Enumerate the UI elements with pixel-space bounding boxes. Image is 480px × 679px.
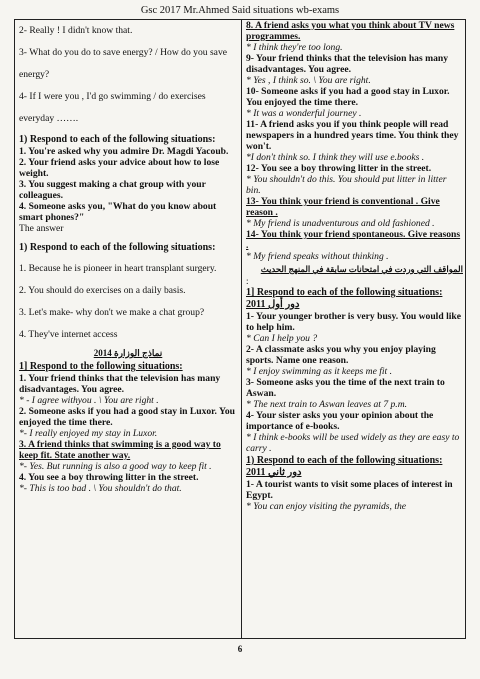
section-title: 1) Respond to each of the following situations:: [19, 242, 216, 253]
situation-item: 14- You think your friend spontaneous. Give reasons .: [246, 229, 461, 251]
situation-item: 1. You're asked why you admire Dr. Magdi Yacoub.: [19, 146, 229, 157]
situation-item: 8. A friend asks you what you think about TV news programmes.: [246, 20, 455, 42]
section-title: 1) Respond to each of the following situations:: [19, 134, 216, 145]
answer-item: 2. You should do exercises on a daily basis.: [19, 285, 186, 296]
answer-item: 3. Let's make- why don't we make a chat group?: [19, 307, 205, 318]
arabic-note: المواقف التي وردت في امتحانات سابقة في المنهج الحديث: [260, 264, 463, 274]
situation-answer: * You shouldn't do this. You should put litter in litter bin.: [246, 174, 447, 196]
situation-item: 4. Someone asks you, "What do you know about smart phones?": [19, 201, 217, 223]
section-title: 1] Respond to each of the following situations: 2011 دور أول: [246, 287, 443, 310]
arabic-heading: نماذج الوزارة 2014: [93, 348, 163, 358]
page-number: 6: [237, 644, 243, 654]
situation-item: 2. Someone asks if you had a good stay in Luxor. You enjoyed the time there.: [19, 406, 235, 428]
page-header: Gsc 2017 Mr.Ahmed Said situations wb-exams: [140, 5, 340, 16]
top-line: 4- If I were you , I'd go swimming / do exercises everyday …….: [19, 91, 206, 124]
answer-item: 4. They've internet access: [19, 329, 118, 340]
situation-item: 3. You suggest making a chat group with your colleagues.: [19, 179, 206, 201]
situation-answer: *- This is too bad . \ You shouldn't do that.: [19, 483, 182, 494]
answer-item: 1. Because he is pioneer in heart transplant surgery.: [19, 263, 217, 274]
situation-item: 2- A classmate asks you why you enjoy playing sports. Name one reason.: [246, 344, 436, 366]
right-column: [242, 20, 467, 638]
situation-item: 4. You see a boy throwing litter in the street.: [19, 472, 199, 483]
top-line: 2- Really ! I didn't know that.: [19, 25, 133, 36]
situation-item: 4- Your sister asks you your opinion about the importance of e-books.: [246, 410, 434, 432]
situation-answer: *- I really enjoyed my stay in Luxor.: [19, 428, 158, 439]
situation-item: 3- Someone asks you the time of the next train to Aswan.: [246, 377, 445, 399]
situation-answer: * Can I help you ?: [246, 333, 318, 344]
colon-mark: :: [246, 276, 249, 286]
situation-answer: * - I agree withyou . \ You are right .: [19, 395, 159, 406]
situation-answer: * My friend is unadventurous and old fashioned .: [246, 218, 435, 229]
situation-answer: * Yes , I think so. \ You are right.: [246, 75, 371, 86]
situation-item: 10- Someone asks if you had a good stay in Luxor. You enjoyed the time there.: [246, 86, 450, 108]
section-title: 1) Respond to each of the following situations: 2011 دور ثاني: [246, 455, 443, 478]
two-column-frame: [14, 19, 466, 639]
situation-answer: * The next train to Aswan leaves at 7 p.m.: [246, 399, 408, 410]
situation-item: 9- Your friend thinks that the television has many disadvantages. You agree.: [246, 53, 449, 75]
situation-answer: * I think e-books will be used widely as they are easy to carry .: [246, 432, 460, 454]
answer-label: The answer: [19, 223, 64, 234]
top-line: 3- What do you do to save energy? / How do you save energy?: [19, 47, 227, 80]
situation-answer: * I enjoy swimming as it keeps me fit .: [246, 366, 393, 377]
situation-item: 1- A tourist wants to visit some places of interest in Egypt.: [246, 479, 453, 501]
situation-item: 1- Your younger brother is very busy. You would like to help him.: [246, 311, 462, 333]
situation-item: 12- You see a boy throwing litter in the street.: [246, 163, 432, 174]
situation-answer: * My friend speaks without thinking .: [246, 251, 389, 262]
situation-answer: * You can enjoy visiting the pyramids, the: [246, 501, 407, 512]
situation-item: 1. Your friend thinks that the television has many disadvantages. You agree.: [19, 373, 221, 395]
section-title: 1] Respond to the following situations:: [19, 361, 183, 372]
situation-item: 13- You think your friend is conventional . Give reason .: [246, 196, 440, 218]
situation-item: 11- A friend asks you if you think people will read newspapers in a hundred years time. You think they won't.: [246, 119, 459, 152]
situation-answer: *I don't think so. I think they will use e.books .: [246, 152, 425, 163]
situation-answer: * It was a wonderful journey .: [246, 108, 362, 119]
worksheet-page: [14, 4, 466, 664]
left-column: [15, 20, 242, 638]
situation-answer: * I think they're too long.: [246, 42, 343, 53]
situation-item: 3. A friend thinks that swimming is a good way to keep fit. State another way.: [19, 439, 221, 461]
situation-item: 2. Your friend asks your advice about how to lose weight.: [19, 157, 220, 179]
situation-answer: *- Yes. But running is also a good way to keep fit .: [19, 461, 212, 472]
